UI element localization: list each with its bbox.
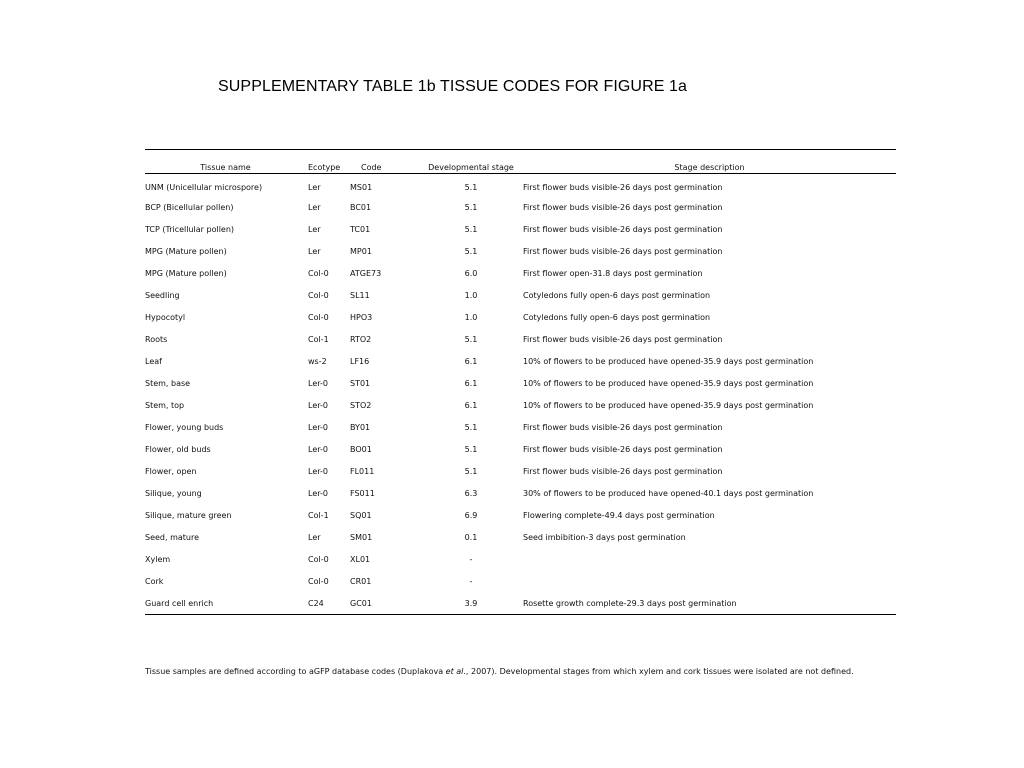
cell-stage-description: 10% of flowers to be produced have opened-35.9 days post germination: [523, 378, 814, 388]
cell-code: MP01: [350, 246, 372, 256]
cell-developmental-stage: 5.1: [464, 466, 478, 476]
table-row: [145, 350, 896, 372]
page-title: SUPPLEMENTARY TABLE 1b TISSUE CODES FOR FIGURE 1a: [218, 78, 688, 95]
header-code: Code: [350, 150, 419, 174]
cell-tissue-name: UNM (Unicellular microspore): [145, 182, 263, 192]
table-header-row: [145, 150, 896, 174]
tissue-codes-table-container: [145, 149, 896, 615]
cell-tissue-name: Flower, open: [145, 466, 197, 476]
cell-developmental-stage: 0.1: [464, 532, 478, 542]
table-row: [145, 174, 896, 197]
cell-stage-description: [523, 570, 896, 592]
cell-developmental-stage: -: [469, 576, 473, 586]
cell-stage-description: Cotyledons fully open-6 days post germination: [523, 290, 711, 300]
cell-tissue-name: Cork: [145, 576, 164, 586]
cell-ecotype: Col-0: [308, 290, 329, 300]
cell-tissue-name: Roots: [145, 334, 168, 344]
cell-stage-description: Flowering complete-49.4 days post germination: [523, 510, 715, 520]
cell-stage-description: First flower buds visible-26 days post germination: [523, 224, 723, 234]
cell-tissue-name: Silique, young: [145, 488, 202, 498]
table-row: [145, 504, 896, 526]
cell-stage-description: First flower buds visible-26 days post germination: [523, 202, 723, 212]
table-row: [145, 482, 896, 504]
cell-developmental-stage: 5.1: [464, 422, 478, 432]
cell-code: FL011: [350, 466, 375, 476]
cell-tissue-name: Stem, base: [145, 378, 191, 388]
cell-code: SQ01: [350, 510, 372, 520]
cell-tissue-name: Flower, young buds: [145, 422, 224, 432]
header-tissue-name: Tissue name: [145, 150, 308, 174]
cell-developmental-stage: 6.1: [464, 400, 478, 410]
cell-code: BC01: [350, 202, 372, 212]
cell-code: MS01: [350, 182, 373, 192]
table-row: [145, 372, 896, 394]
cell-code: BO01: [350, 444, 372, 454]
cell-tissue-name: Leaf: [145, 356, 162, 366]
cell-developmental-stage: 6.0: [464, 268, 478, 278]
cell-code: SL11: [350, 290, 370, 300]
cell-ecotype: Ler: [308, 532, 321, 542]
cell-tissue-name: TCP (Tricellular pollen): [145, 224, 235, 234]
cell-ecotype: Ler: [308, 202, 321, 212]
cell-ecotype: Ler: [308, 182, 321, 192]
cell-stage-description: First flower buds visible-26 days post germination: [523, 334, 723, 344]
table-row: [145, 394, 896, 416]
footnote-text: Tissue samples are defined according to aGFP database codes (Duplakova: [145, 667, 446, 676]
cell-ecotype: Ler: [308, 246, 321, 256]
cell-ecotype: Col-0: [308, 268, 329, 278]
cell-ecotype: Ler-0: [308, 488, 328, 498]
cell-tissue-name: Guard cell enrich: [145, 598, 214, 608]
cell-developmental-stage: 6.1: [464, 356, 478, 366]
header-stage-description: Stage description: [523, 150, 896, 174]
cell-code: TC01: [350, 224, 371, 234]
cell-ecotype: Col-0: [308, 576, 329, 586]
cell-developmental-stage: -: [469, 554, 473, 564]
cell-developmental-stage: 5.1: [464, 246, 478, 256]
cell-stage-description: 10% of flowers to be produced have opened-35.9 days post germination: [523, 356, 814, 366]
cell-ecotype: Ler-0: [308, 466, 328, 476]
cell-stage-description: [523, 548, 896, 570]
table-row: [145, 284, 896, 306]
table-row: [145, 548, 896, 570]
header-developmental-stage: Developmental stage: [419, 150, 523, 174]
cell-tissue-name: Hypocotyl: [145, 312, 186, 322]
cell-stage-description: First flower buds visible-26 days post germination: [523, 422, 723, 432]
cell-code: CR01: [350, 576, 372, 586]
cell-tissue-name: MPG (Mature pollen): [145, 268, 227, 278]
cell-tissue-name: Stem, top: [145, 400, 185, 410]
cell-code: GC01: [350, 598, 372, 608]
cell-ecotype: Col-0: [308, 554, 329, 564]
cell-tissue-name: MPG (Mature pollen): [145, 246, 227, 256]
cell-developmental-stage: 1.0: [464, 290, 478, 300]
table-row: [145, 592, 896, 614]
cell-code: ST01: [350, 378, 371, 388]
table-row: [145, 526, 896, 548]
cell-stage-description: First flower buds visible-26 days post germination: [523, 246, 723, 256]
cell-tissue-name: Seedling: [145, 290, 180, 300]
cell-tissue-name: Silique, mature green: [145, 510, 232, 520]
table-row: [145, 328, 896, 350]
cell-code: BY01: [350, 422, 371, 432]
footnote-et-al: et al: [445, 667, 464, 676]
cell-ecotype: C24: [308, 598, 324, 608]
table-row: [145, 218, 896, 240]
header-ecotype: Ecotype: [308, 150, 350, 174]
cell-ecotype: Ler: [308, 224, 321, 234]
cell-developmental-stage: 5.1: [464, 202, 478, 212]
cell-stage-description: 10% of flowers to be produced have opened-35.9 days post germination: [523, 400, 814, 410]
cell-ecotype: Ler-0: [308, 400, 328, 410]
cell-code: STO2: [350, 400, 372, 410]
table-row: [145, 460, 896, 482]
footnote: [145, 667, 854, 676]
cell-developmental-stage: 3.9: [464, 598, 478, 608]
cell-ecotype: Ler-0: [308, 378, 328, 388]
table-row: [145, 438, 896, 460]
cell-developmental-stage: 5.1: [464, 224, 478, 234]
table-row: [145, 416, 896, 438]
table-row: [145, 570, 896, 592]
cell-stage-description: 30% of flowers to be produced have opened-40.1 days post germination: [523, 488, 814, 498]
cell-stage-description: Rosette growth complete-29.3 days post germination: [523, 598, 737, 608]
cell-code: FS011: [350, 488, 375, 498]
cell-tissue-name: Xylem: [145, 554, 171, 564]
cell-stage-description: Seed imbibition-3 days post germination: [523, 532, 686, 542]
cell-developmental-stage: 5.1: [464, 334, 478, 344]
cell-tissue-name: Flower, old buds: [145, 444, 211, 454]
table-row: [145, 306, 896, 328]
cell-stage-description: First flower buds visible-26 days post germination: [523, 182, 723, 192]
table-body: [145, 174, 896, 615]
cell-code: XL01: [350, 554, 371, 564]
cell-tissue-name: Seed, mature: [145, 532, 200, 542]
cell-stage-description: First flower buds visible-26 days post germination: [523, 466, 723, 476]
cell-stage-description: First flower open-31.8 days post germination: [523, 268, 703, 278]
footnote-text-end: ., 2007). Developmental stages from which xylem and cork tissues were isolated are not defined.: [463, 667, 854, 676]
cell-ecotype: ws-2: [308, 356, 327, 366]
cell-ecotype: Ler-0: [308, 444, 328, 454]
cell-developmental-stage: 6.1: [464, 378, 478, 388]
cell-developmental-stage: 6.3: [464, 488, 478, 498]
cell-developmental-stage: 5.1: [464, 182, 478, 192]
cell-code: RTO2: [350, 334, 372, 344]
cell-stage-description: Cotyledons fully open-6 days post germination: [523, 312, 711, 322]
cell-stage-description: First flower buds visible-26 days post germination: [523, 444, 723, 454]
table-row: [145, 196, 896, 218]
tissue-codes-table: [145, 150, 896, 614]
cell-ecotype: Ler-0: [308, 422, 328, 432]
cell-developmental-stage: 5.1: [464, 444, 478, 454]
cell-code: SM01: [350, 532, 373, 542]
cell-ecotype: Col-1: [308, 334, 329, 344]
cell-code: HPO3: [350, 312, 373, 322]
cell-code: LF16: [350, 356, 370, 366]
cell-ecotype: Col-1: [308, 510, 329, 520]
cell-ecotype: Col-0: [308, 312, 329, 322]
cell-code: ATGE73: [350, 268, 382, 278]
cell-tissue-name: BCP (Bicellular pollen): [145, 202, 234, 212]
cell-developmental-stage: 1.0: [464, 312, 478, 322]
cell-developmental-stage: 6.9: [464, 510, 478, 520]
table-row: [145, 262, 896, 284]
table-row: [145, 240, 896, 262]
